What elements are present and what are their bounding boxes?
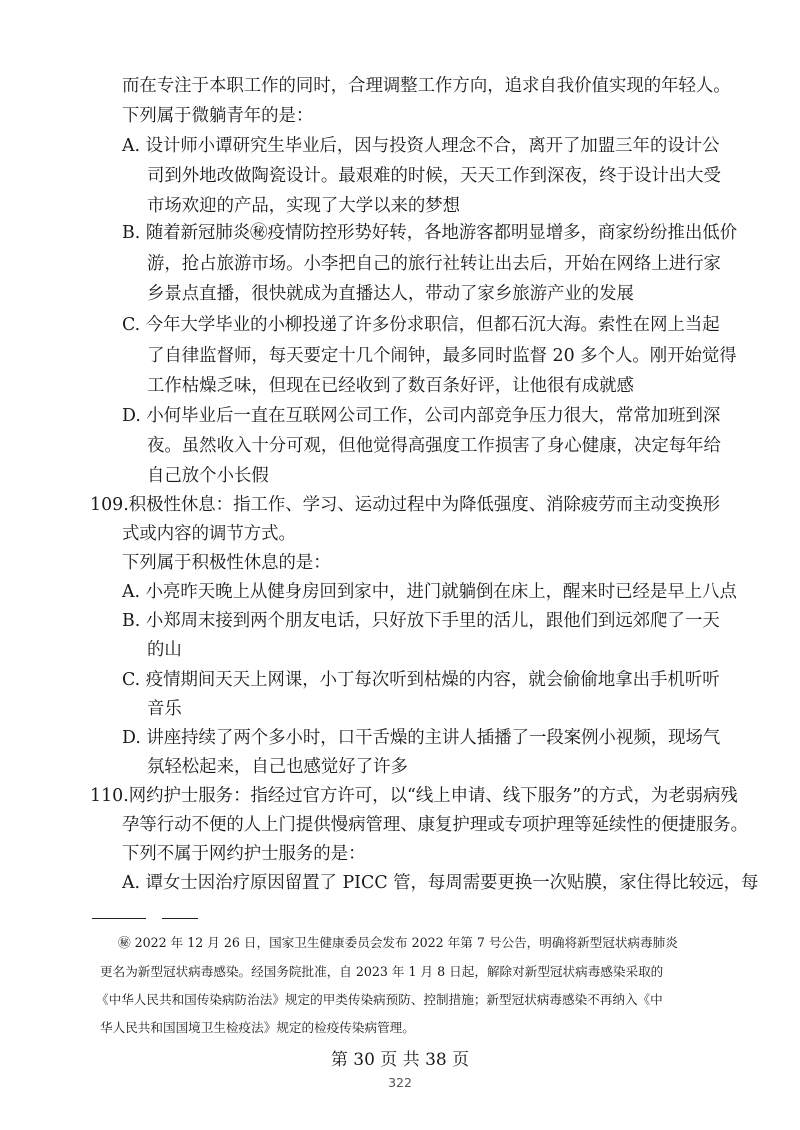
footnote-line: 华人民共和国国境卫生检疫法》规定的检疫传染病管理。 (100, 1020, 415, 1035)
bottom-page-number: 322 (388, 1075, 412, 1090)
question-109-stem: 式或内容的调节方式。 (122, 524, 296, 544)
option-a: A. 小亮昨天晚上从健身房回到家中，进门就躺倒在床上，醒来时已经是早上八点 (122, 582, 737, 602)
question-110-stem: 孕等行动不便的人上门提供慢病管理、康复护理或专项护理等延续性的便捷服务。 (122, 815, 749, 835)
page-number: 第 30 页 共 38 页 (330, 1050, 470, 1070)
option-line: D. 小何毕业后一直在互联网公司工作，公司内部竞争压力很大，常常加班到深 (122, 406, 721, 426)
option-line: 工作枯燥乏味，但现在已经收到了数百条好评，让他很有成就感 (147, 376, 634, 396)
option-line: A. 设计师小谭研究生毕业后，因与投资人理念不合，离开了加盟三年的设计公 (122, 136, 720, 156)
option-d: D. 讲座持续了两个多小时，口干舌燥的主讲人插播了一段案例小视频，现场气 (122, 728, 721, 748)
option-line: 市场欢迎的产品，实现了大学以来的梦想 (147, 196, 461, 216)
option-line: B. 随着新冠肺炎㊙疫情防控形势好转，各地游客都明显增多，商家纷纷推出低价 (122, 223, 738, 243)
footnote-line: ㊙ 2022 年 12 月 26 日，国家卫生健康委员会发布 2022 年第 7 号公告，明确将新型冠状病毒肺炎 (118, 935, 678, 950)
option-line: 司到外地改做陶瓷设计。最艰难的时候，天天工作到深夜，终于设计出大受 (147, 166, 721, 186)
footnote-line: 《中华人民共和国传染病防治法》规定的甲类传染病预防、控制措施；新型冠状病毒感染不再纳入《中 (96, 992, 663, 1007)
option-c: C. 疫情期间天天上网课，小丁每次听到枯燥的内容，就会偷偷地拿出手机听听 (122, 670, 720, 690)
option-b: B. 小郑周末接到两个朋友电话，只好放下手里的活儿，跟他们到远郊爬了一天 (122, 611, 720, 631)
option-line: 了自律监督师，每天要定十几个闹钟，最多同时监督 20 多个人。刚开始觉得 (147, 346, 737, 366)
option-line: C. 今年大学毕业的小柳投递了许多份求职信，但都石沉大海。索性在网上当起 (122, 315, 720, 335)
question-prompt: 下列属于微躺青年的是： (122, 106, 314, 126)
body-text-line: 而在专注于本职工作的同时，合理调整工作方向，追求自我价值实现的年轻人。 (122, 76, 731, 96)
footnote-line: 更名为新型冠状病毒感染。经国务院批准，自 2023 年 1 月 8 日起，解除对新型冠状病毒感染采取的 (100, 964, 664, 979)
footnote-rule (92, 918, 146, 919)
option-line: 夜。虽然收入十分可观，但他觉得高强度工作损害了身心健康，决定每年给 (147, 436, 721, 456)
question-prompt: 下列属于积极性休息的是： (122, 553, 331, 573)
footnote-rule (162, 918, 198, 919)
option-line: 乡景点直播，很快就成为直播达人，带动了家乡旅游产业的发展 (147, 284, 634, 304)
option-line: 音乐 (147, 699, 182, 719)
option-a: A. 谭女士因治疗原因留置了 PICC 管，每周需要更换一次贴膜，家住得比较远，每 (122, 873, 759, 893)
option-line: 自己放个小长假 (147, 466, 269, 486)
question-110-stem: 110.网约护士服务：指经过官方许可，以“线上申请、线下服务”的方式，为老弱病残 (90, 786, 738, 806)
question-prompt: 下列不属于网约护士服务的是： (122, 844, 366, 864)
question-109-stem: 109.积极性休息：指工作、学习、运动过程中为降低强度、消除疲劳而主动变换形 (90, 495, 721, 515)
option-line: 游，抢占旅游市场。小李把自己的旅行社转让出去后，开始在网络上进行家 (147, 254, 721, 274)
option-line: 的山 (147, 640, 182, 660)
option-line: 氛轻松起来，自己也感觉好了许多 (147, 757, 408, 777)
